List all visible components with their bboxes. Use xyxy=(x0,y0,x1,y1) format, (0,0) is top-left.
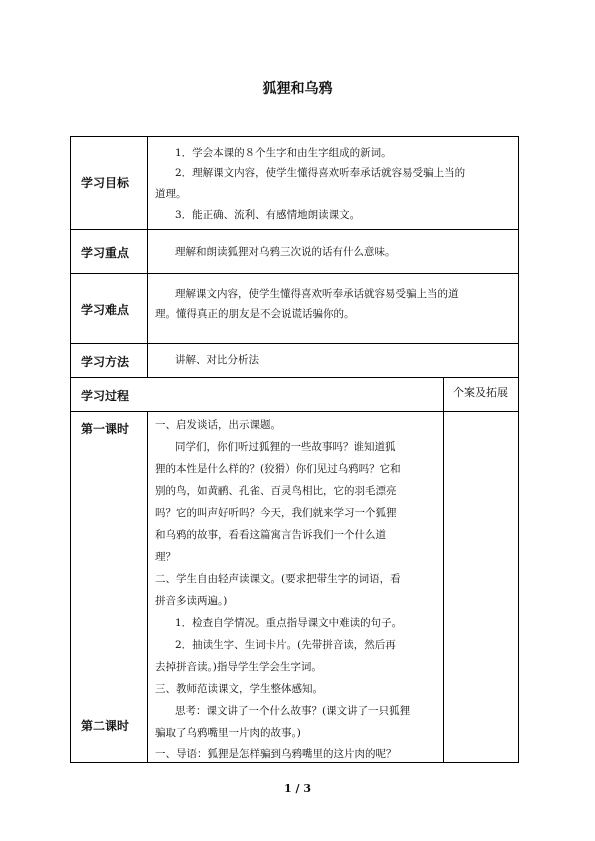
process-line: 二、学生自由轻声读课文。(要求把带生字的词语，看 xyxy=(155,573,401,585)
process-line: 一、启发谈话，出示课题。 xyxy=(155,419,281,431)
row-divider xyxy=(71,411,518,412)
process-line: 和乌鸦的故事，看看这篇寓言告诉我们一个什么道 xyxy=(155,529,386,541)
process-line: 1．检查自学情况。重点指导课文中难读的句子。 xyxy=(175,617,403,629)
process-line: 理？ xyxy=(155,551,176,563)
label-key-points: 学习重点 xyxy=(81,246,130,260)
label-lesson2: 第二课时 xyxy=(81,719,130,733)
lesson-plan-table xyxy=(70,136,519,763)
label-lesson1: 第一课时 xyxy=(81,422,130,436)
row-divider xyxy=(71,343,518,344)
process-line: 2．抽读生字、生词卡片。(先带拼音读，然后再 xyxy=(175,639,396,651)
label-extension: 个案及拓展 xyxy=(453,386,508,399)
difficulty-line: 理。懂得真正的朋友是不会说谎话骗你的。 xyxy=(155,308,355,320)
process-line: 吗？它的叫声好听吗？今天，我们就来学习一个狐狸 xyxy=(155,507,397,519)
process-line: 一、导语：狐狸是怎样骗到乌鸦嘴里的这片肉的呢？ xyxy=(155,748,397,760)
goal-line: 3．能正确、流利、有感情地朗读课文。 xyxy=(175,209,361,221)
column-divider xyxy=(443,377,444,762)
process-line: 去掉拼音读。)指导学生学会生字词。 xyxy=(155,661,322,673)
process-line: 拼音多读两遍。) xyxy=(155,595,228,607)
process-line: 别的鸟，如黄鹂、孔雀、百灵鸟相比，它的羽毛漂亮 xyxy=(155,485,397,497)
page-number: 1 / 3 xyxy=(284,782,311,795)
process-line: 思考：课文讲了一个什么故事？(课文讲了一只狐狸 xyxy=(175,705,411,717)
label-process: 学习过程 xyxy=(81,389,130,403)
goal-line: 1．学会本课的８个生字和由生字组成的新词。 xyxy=(175,147,392,159)
column-divider xyxy=(147,137,148,377)
label-methods: 学习方法 xyxy=(81,355,130,369)
process-line: 骗取了乌鸦嘴里一片肉的故事。) xyxy=(155,727,301,739)
method-line: 讲解、对比分析法 xyxy=(175,354,259,366)
label-goals: 学习目标 xyxy=(81,176,130,190)
key-point-line: 理解和朗读狐狸对乌鸦三次说的话有什么意味。 xyxy=(175,246,396,258)
difficulty-line: 理解课文内容，使学生懂得喜欢听奉承话就容易受骗上当的道 xyxy=(175,288,459,300)
process-line: 狸的本性是什么样的？(狡猾）你们见过乌鸦吗？它和 xyxy=(155,463,401,475)
column-divider xyxy=(147,411,148,762)
process-line: 同学们，你们听过狐狸的一些故事吗？谁知道狐 xyxy=(175,441,396,453)
goal-line: 道理。 xyxy=(155,188,187,200)
page-title: 狐狸和乌鸦 xyxy=(262,81,333,97)
row-divider xyxy=(71,377,518,378)
goal-line: 2．理解课文内容，使学生懂得喜欢听奉承话就容易受骗上当的 xyxy=(175,167,466,179)
row-divider xyxy=(71,229,518,230)
label-difficulties: 学习难点 xyxy=(81,303,130,317)
process-line: 三、教师范读课文，学生整体感知。 xyxy=(155,683,323,695)
row-divider xyxy=(71,273,518,274)
